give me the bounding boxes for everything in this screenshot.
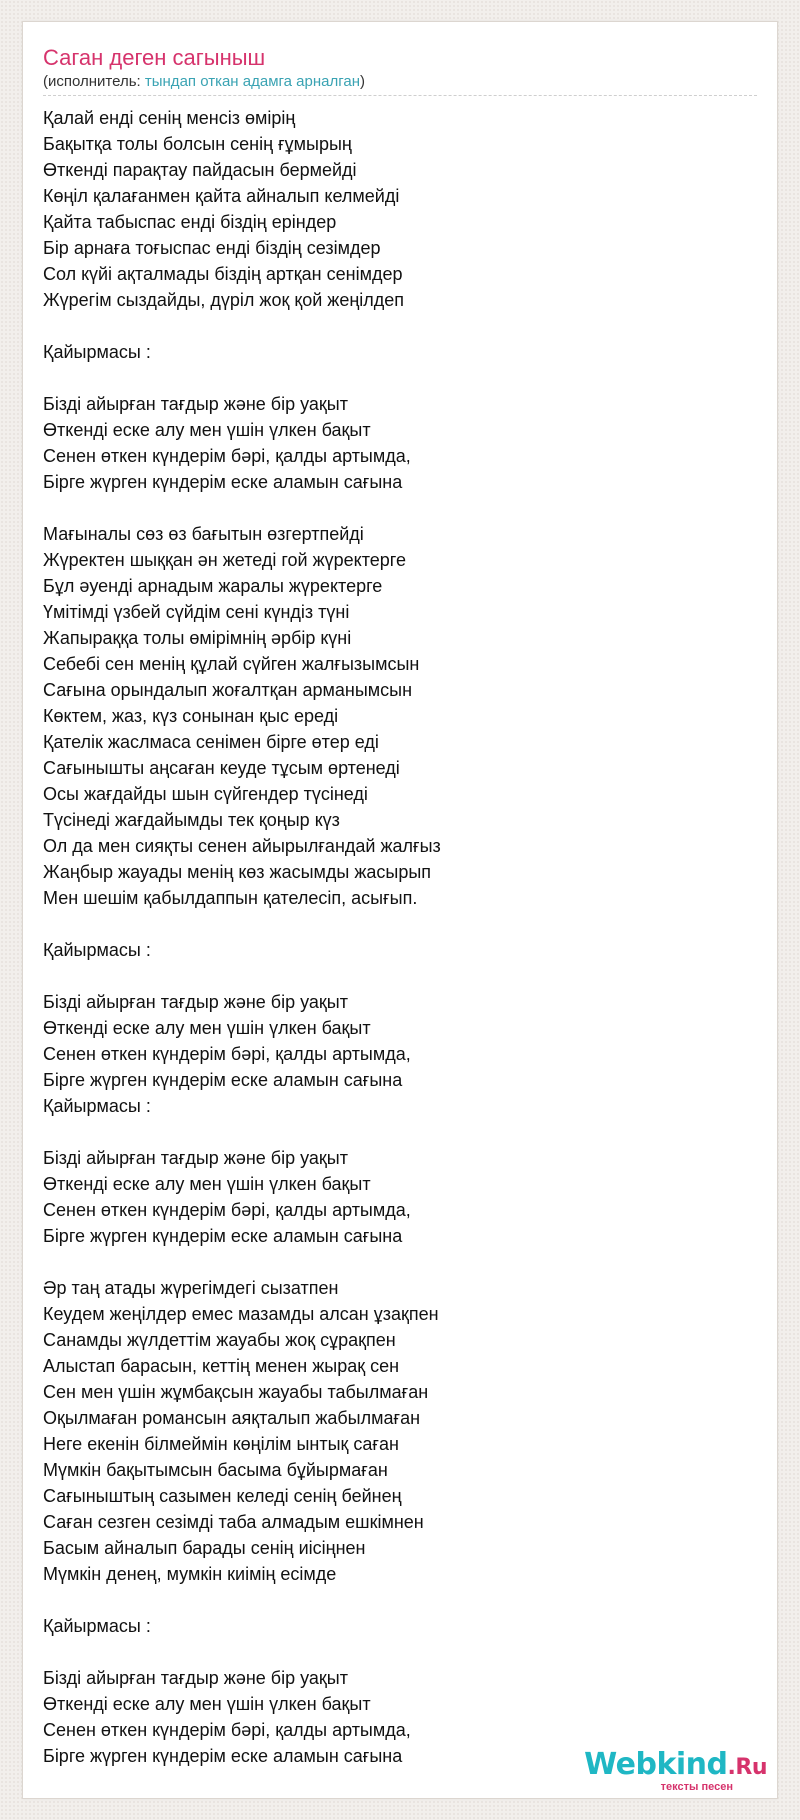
song-header: [43, 44, 757, 96]
lyric-line: Түсінеді жағдайымды тек қоңыр күз: [43, 810, 340, 830]
lyric-line: Саған сезген сезімді таба алмадым ешкімнен: [43, 1512, 424, 1532]
lyric-line: Бізді айырған тағдыр және бір уақыт: [43, 1148, 348, 1168]
lyric-line: Алыстап барасын, кеттің менен жырақ сен: [43, 1356, 400, 1376]
lyric-line: Бізді айырған тағдыр және бір уақыт: [43, 992, 348, 1012]
lyric-line: Мен шешім қабылдаппын қателесіп, асығып.: [43, 888, 418, 908]
lyric-line: Мағыналы сөз өз бағытын өзгертпейді: [43, 524, 364, 544]
lyric-line: Қалай енді сенің менсіз өмірің: [43, 108, 296, 128]
lyric-line: Мүмкін бақытымсын басыма бұйырмаған: [43, 1460, 388, 1480]
lyric-line: Әр таң атады жүрегімдегі сызатпен: [43, 1278, 339, 1298]
lyric-line: Жапыраққа толы өмірімнің әрбір күні: [43, 628, 352, 648]
lyric-blank-line: [43, 963, 757, 989]
lyric-line: Мүмкін денең, мумкін киімің есімде: [43, 1564, 337, 1584]
lyric-line: Сенен өткен күндерім бәрі, қалды артымда,: [43, 1044, 411, 1064]
lyric-line: Кеудем жеңілдер емес мазамды алсан ұзақпен: [43, 1304, 439, 1324]
lyric-line: Басым айналып барады сенің иісіңнен: [43, 1538, 366, 1558]
lyric-blank-line: [43, 1249, 757, 1275]
lyric-blank-line: [43, 313, 757, 339]
lyric-line: Бір арнаға тоғыспас енді біздің сезімдер: [43, 238, 381, 258]
lyric-line: Неге екенін білмеймін көңілім ынтық саған: [43, 1434, 399, 1454]
lyric-line: Қателік жаслмаса сенімен бірге өтер еді: [43, 732, 379, 752]
lyric-line: Өткенді еске алу мен үшін үлкен бақыт: [43, 1174, 371, 1194]
artist-line: [43, 73, 757, 96]
lyric-line: Жаңбыр жауады менің көз жасымды жасырып: [43, 862, 432, 882]
lyric-line: Көктем, жаз, күз сонынан қыс ереді: [43, 706, 339, 726]
lyric-line: Ол да мен сияқты сенен айырылғандай жалғыз: [43, 836, 441, 856]
lyric-line: Сағынышты аңсаған кеуде тұсым өртенеді: [43, 758, 400, 778]
lyric-line: Бұл әуенді арнадым жаралы жүректерге: [43, 576, 383, 596]
lyric-line: Сен мен үшін жұмбақсын жауабы табылмаған: [43, 1382, 429, 1402]
lyric-line: Осы жағдайды шын сүйгендер түсінеді: [43, 784, 368, 804]
lyric-line: Сенен өткен күндерім бәрі, қалды артымда,: [43, 1200, 411, 1220]
lyric-line: Қайта табыспас енді біздің еріндер: [43, 212, 337, 232]
logo-ru-text: .Ru: [727, 1755, 767, 1780]
lyrics-card: [22, 21, 778, 1799]
lyric-line: Қайырмасы :: [43, 342, 151, 362]
lyric-line: Өткенді еске алу мен үшін үлкен бақыт: [43, 1694, 371, 1714]
lyric-line: Сенен өткен күндерім бәрі, қалды артымда,: [43, 446, 411, 466]
lyric-line: Өткенді еске алу мен үшін үлкен бақыт: [43, 420, 371, 440]
lyric-blank-line: [43, 1119, 757, 1145]
lyric-line: Қайырмасы :: [43, 1616, 151, 1636]
logo-subtitle: тексты песен: [660, 1781, 733, 1793]
lyric-line: Себебі сен менің құлай сүйген жалғызымсын: [43, 654, 420, 674]
logo-main-text: Webkind: [584, 1747, 728, 1782]
lyric-line: Бізді айырған тағдыр және бір уақыт: [43, 1668, 348, 1688]
lyric-blank-line: [43, 365, 757, 391]
lyric-line: Оқылмаған романсын аяқталып жабылмаған: [43, 1408, 421, 1428]
lyric-blank-line: [43, 1639, 757, 1665]
lyric-line: Бірге жүрген күндерім еске аламын сағына: [43, 472, 403, 492]
lyric-blank-line: [43, 1587, 757, 1613]
lyric-line: Жүректен шыққан ән жетеді гой жүректерге: [43, 550, 406, 570]
lyric-line: Қайырмасы :: [43, 940, 151, 960]
lyric-line: Көңіл қалағанмен қайта айналып келмейді: [43, 186, 400, 206]
lyric-line: Санамды жүлдеттім жауабы жоқ сұрақпен: [43, 1330, 396, 1350]
lyric-line: Бақытқа толы болсын сенің ғұмырың: [43, 134, 352, 154]
lyric-blank-line: [43, 495, 757, 521]
site-logo[interactable]: [567, 1748, 767, 1794]
song-title: Саган деген сагыныш: [43, 45, 266, 70]
logo-wordmark: [567, 1748, 767, 1785]
artist-suffix: ): [360, 73, 365, 90]
lyric-line: Сол күйі ақталмады біздің артқан сенімдер: [43, 264, 403, 284]
lyric-line: Үмітімді үзбей сүйдім сені күндіз түні: [43, 602, 350, 622]
lyric-line: Сағына орындалып жоғалтқан арманымсын: [43, 680, 413, 700]
lyric-line: Сағыныштың сазымен келеді сенің бейнең: [43, 1486, 402, 1506]
lyric-blank-line: [43, 911, 757, 937]
lyric-line: Сенен өткен күндерім бәрі, қалды артымда,: [43, 1720, 411, 1740]
lyrics-text: [43, 105, 757, 1769]
lyric-line: Өткенді еске алу мен үшін үлкен бақыт: [43, 1018, 371, 1038]
lyric-line: Бірге жүрген күндерім еске аламын сағына: [43, 1070, 403, 1090]
lyric-line: Қайырмасы :: [43, 1096, 151, 1116]
artist-link[interactable]: тындап откан адамга арналган: [144, 73, 360, 90]
lyric-line: Бірге жүрген күндерім еске аламын сағына: [43, 1746, 403, 1766]
lyric-line: Бізді айырған тағдыр және бір уақыт: [43, 394, 348, 414]
lyric-line: Бірге жүрген күндерім еске аламын сағына: [43, 1226, 403, 1246]
lyric-line: Өткенді парақтау пайдасын бермейді: [43, 160, 357, 180]
artist-prefix: (исполнитель:: [43, 73, 145, 90]
lyric-line: Жүрегім сыздайды, дүріл жоқ қой жеңілдеп: [43, 290, 405, 310]
